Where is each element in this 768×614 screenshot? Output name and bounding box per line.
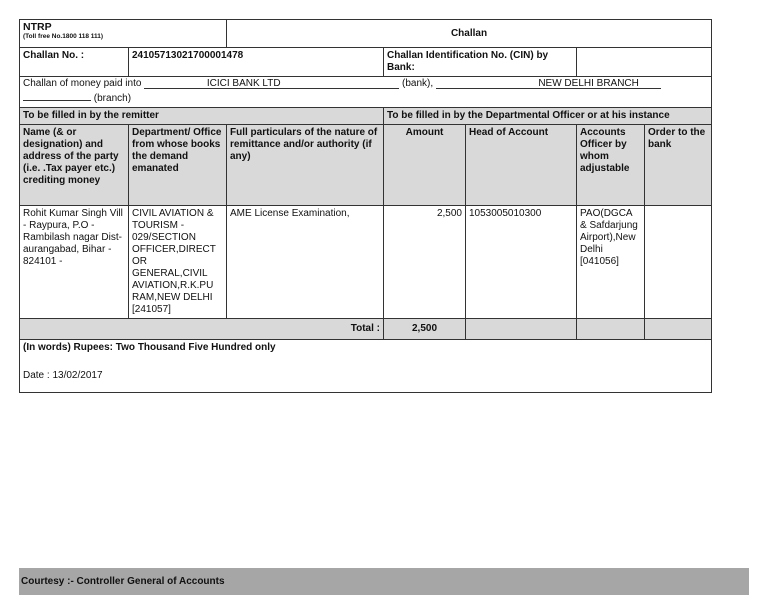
- paid-into-line: [23, 78, 708, 90]
- row-head: 1053005010300: [466, 206, 577, 319]
- col-particulars-header: Full particulars of the nature of remittance and/or authority (if any): [227, 125, 384, 206]
- branch-suffix: (branch): [93, 93, 132, 104]
- col-name-header: Name (& or designation) and address of the party (i.e. .Tax payer etc.) crediting money: [20, 125, 129, 206]
- section-officer: To be filled in by the Departmental Officer or at his instance: [384, 108, 712, 125]
- challan-title: Challan: [227, 20, 712, 48]
- cin-label: Challan Identification No. (CIN) by Bank:: [384, 48, 577, 77]
- row-particulars: AME License Examination,: [227, 206, 384, 319]
- row-order: [645, 206, 712, 319]
- paid-into-cell: [20, 77, 712, 108]
- section-row: [20, 108, 712, 125]
- row-amount: 2,500: [384, 206, 466, 319]
- bank-suffix: (bank),: [401, 78, 434, 89]
- col-order-header: Order to the bank: [645, 125, 712, 206]
- total-blank-head: [466, 319, 577, 340]
- challan-table: [19, 19, 712, 393]
- section-remitter: To be filled in by the remitter: [20, 108, 384, 125]
- total-blank-officer: [577, 319, 645, 340]
- total-label: Total :: [20, 319, 384, 340]
- header-row: [20, 20, 712, 48]
- total-row: [20, 319, 712, 340]
- table-row: [20, 206, 712, 319]
- ntrp-label: NTRP: [23, 21, 52, 33]
- branch-underline: [23, 90, 91, 101]
- col-head-header: Head of Account: [466, 125, 577, 206]
- challan-no-label: Challan No. :: [20, 48, 129, 77]
- branch-name: NEW DELHI BRANCH: [538, 78, 639, 89]
- cin-value: [577, 48, 712, 77]
- column-header-row: [20, 125, 712, 206]
- toll-free-number: (Toll free No.1800 118 111): [23, 32, 104, 40]
- challan-number-row: [20, 48, 712, 77]
- row-department: CIVIL AVIATION & TOURISM - 029/SECTION OFFICER,DIRECT OR GENERAL,CIVIL AVIATION,R.K.PU RAM,NEW DELHI [241057]: [129, 206, 227, 319]
- bank-name: ICICI BANK LTD: [206, 78, 281, 89]
- branch-line: [23, 90, 708, 105]
- paid-into-row: [20, 77, 712, 108]
- paid-into-prefix: Challan of money paid into: [23, 78, 142, 89]
- challan-no-value: 24105713021700001478: [129, 48, 384, 77]
- total-value: 2,500: [384, 319, 466, 340]
- words-cell: [20, 340, 712, 393]
- ntrp-cell: [20, 20, 227, 48]
- row-name: Rohit Kumar Singh Vill - Raypura, P.O - Rambilash nagar Dist-aurangabad, Bihar - 824101 -: [20, 206, 129, 319]
- col-officer-header: Accounts Officer by whom adjustable: [577, 125, 645, 206]
- words-row: [20, 340, 712, 393]
- branch-blank: [436, 78, 661, 89]
- amount-in-words: (In words) Rupees: Two Thousand Five Hundred only: [23, 342, 276, 353]
- bank-blank: [144, 78, 399, 89]
- courtesy-footer: Courtesy :- Controller General of Accounts: [19, 568, 749, 595]
- row-officer: PAO(DGCA & Safdarjung Airport),New Delhi [041056]: [577, 206, 645, 319]
- challan-date: Date : 13/02/2017: [23, 370, 103, 381]
- total-blank-order: [645, 319, 712, 340]
- col-department-header: Department/ Office from whose books the demand emanated: [129, 125, 227, 206]
- col-amount-header: Amount: [384, 125, 466, 206]
